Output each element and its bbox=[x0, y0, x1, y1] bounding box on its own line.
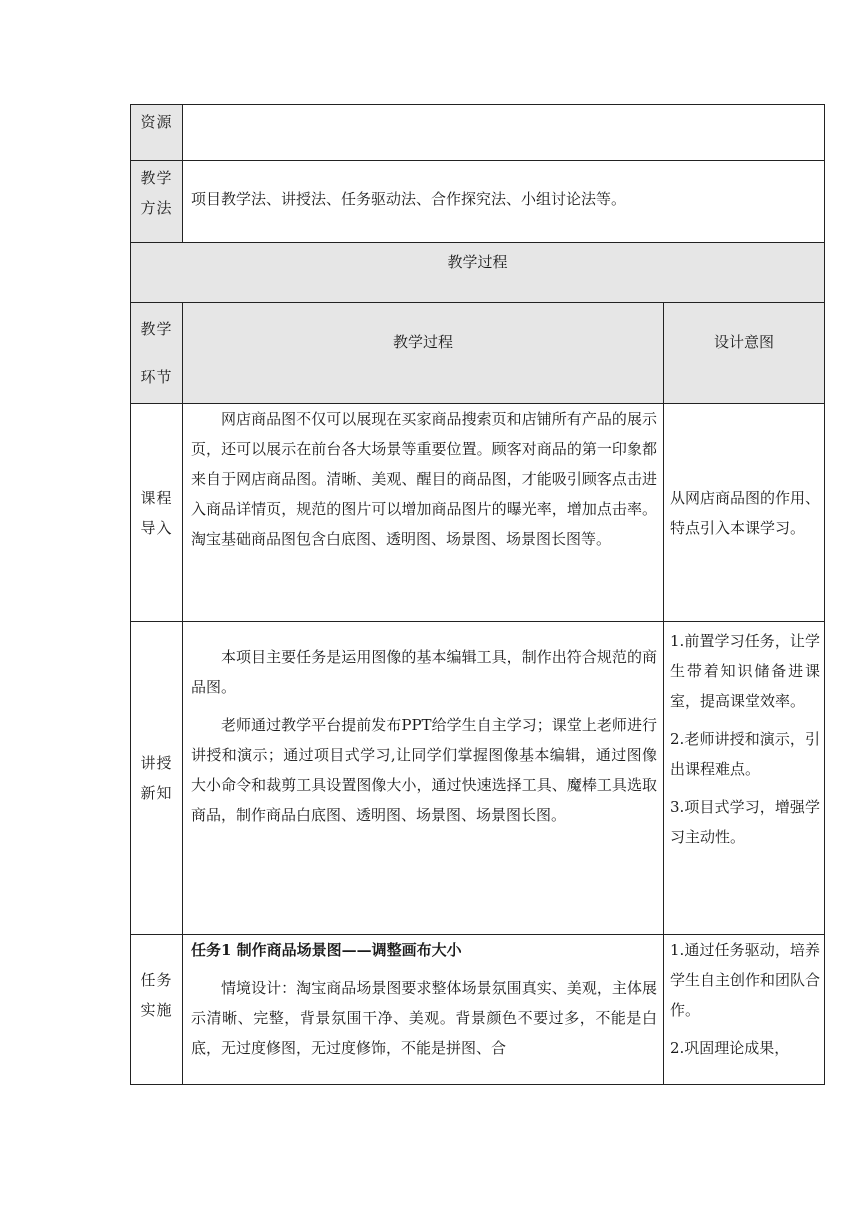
lesson-plan-table bbox=[130, 104, 825, 1085]
method-row bbox=[131, 161, 825, 243]
intent-item: 3.项目式学习，增强学习主动性。 bbox=[670, 798, 820, 846]
resources-label: 资源 bbox=[131, 105, 183, 161]
method-content: 项目教学法、讲授法、任务驱动法、合作探究法、小组讨论法等。 bbox=[183, 161, 825, 243]
intent-column-header: 设计意图 bbox=[664, 303, 825, 404]
lecture-intent bbox=[664, 622, 825, 935]
intro-label: 课程 导入 bbox=[131, 404, 183, 622]
lecture-row bbox=[131, 622, 825, 935]
task-paragraph: 情境设计：淘宝商品场景图要求整体场景氛围真实、美观，主体展示清晰、完整，背景氛围干净、美观。背景颜色不要过多，不能是白底，无过度修图，无过度修饰，不能是拼图、合 bbox=[191, 979, 657, 1057]
resources-row bbox=[131, 105, 825, 161]
task-title: 任务1 制作商品场景图——调整画布大小 bbox=[191, 941, 462, 959]
lecture-label: 讲授 新知 bbox=[131, 622, 183, 935]
intent-item: 2.老师讲授和演示，引出课程难点。 bbox=[670, 730, 820, 778]
task-content bbox=[183, 935, 664, 1085]
task-intent bbox=[664, 935, 825, 1085]
process-column-header: 教学过程 bbox=[183, 303, 664, 404]
intent-item: 2.巩固理论成果， bbox=[670, 1039, 790, 1057]
process-header-row bbox=[131, 243, 825, 303]
intro-intent: 从网店商品图的作用、特点引入本课学习。 bbox=[664, 404, 825, 622]
task-row bbox=[131, 935, 825, 1085]
resources-content bbox=[183, 105, 825, 161]
process-header: 教学过程 bbox=[131, 243, 825, 303]
intent-item: 1.前置学习任务，让学生带着知识储备进课室，提高课堂效率。 bbox=[670, 632, 820, 710]
method-label: 教学 方法 bbox=[131, 161, 183, 243]
intro-content: 网店商品图不仅可以展现在买家商品搜索页和店铺所有产品的展示页，还可以展示在前台各大场景等重要位置。顾客对商品的第一印象都来自于网店商品图。清晰、美观、醒目的商品图，才能吸引顾客点击进入商品详情页，规范的图片可以增加商品图片的曝光率，增加点击率。淘宝基础商品图包含白底图、透明图、场景图、场景图长图等。 bbox=[183, 404, 664, 622]
intro-row bbox=[131, 404, 825, 622]
lecture-paragraph: 本项目主要任务是运用图像的基本编辑工具，制作出符合规范的商品图。 bbox=[191, 648, 657, 696]
lecture-content bbox=[183, 622, 664, 935]
intent-item: 1.通过任务驱动，培养学生自主创作和团队合作。 bbox=[670, 941, 821, 1019]
lecture-paragraph: 老师通过教学平台提前发布PPT给学生自主学习；课堂上老师进行讲授和演示；通过项目式学习,让同学们掌握图像基本编辑，通过图像大小命令和裁剪工具设置图像大小，通过快速选择工具、魔棒工具选取商品，制作商品白底图、透明图、场景图、场景图长图。 bbox=[191, 716, 657, 824]
column-header-row bbox=[131, 303, 825, 404]
stage-column-header: 教学 环节 bbox=[131, 303, 183, 404]
task-label: 任务 实施 bbox=[131, 935, 183, 1085]
